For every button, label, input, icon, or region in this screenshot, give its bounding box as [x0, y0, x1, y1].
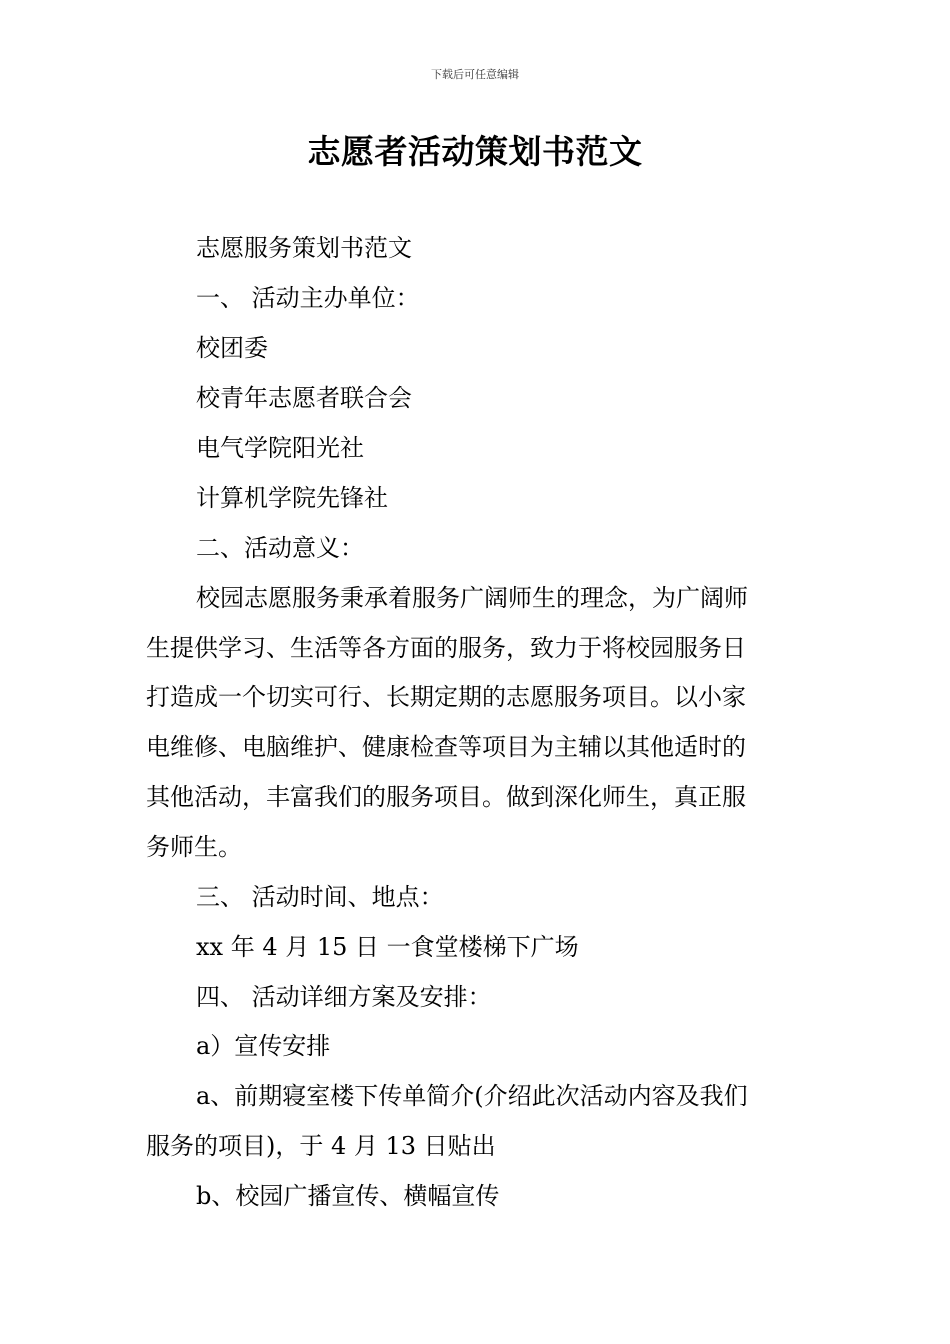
header-note: 下载后可任意编辑 [431, 68, 519, 81]
organizer-item: 校团委 [196, 334, 268, 362]
section-heading-time-place: 三、 活动时间、地点： [196, 883, 444, 911]
paragraph-line: 电维修、电脑维护、健康检查等项目为主辅以其他适时的 [146, 733, 746, 761]
subsection-heading-publicity: a）宣传安排 [196, 1032, 331, 1060]
paragraph-line: 务师生。 [146, 833, 242, 861]
paragraph-line: 生提供学习、生活等各方面的服务，致力于将校园服务日 [146, 634, 746, 662]
paragraph-line: 其他活动，丰富我们的服务项目。做到深化师生，真正服 [146, 783, 746, 811]
section-heading-organizers: 一、 活动主办单位： [196, 284, 420, 312]
paragraph-line: a、前期寝室楼下传单简介(介绍此次活动内容及我们 [196, 1082, 748, 1110]
time-place-line: xx 年 4 月 15 日 一食堂楼梯下广场 [196, 933, 579, 961]
paragraph-line: 服务的项目)，于 4 月 13 日贴出 [146, 1132, 496, 1160]
organizer-item: 计算机学院先锋社 [196, 484, 388, 512]
paragraph-line: b、校园广播宣传、横幅宣传 [196, 1182, 500, 1210]
document-title: 志愿者活动策划书范文 [307, 132, 643, 171]
subtitle-line: 志愿服务策划书范文 [196, 234, 412, 262]
paragraph-line: 打造成一个切实可行、长期定期的志愿服务项目。以小家 [146, 683, 746, 711]
section-heading-plan: 四、 活动详细方案及安排： [196, 983, 492, 1011]
organizer-item: 电气学院阳光社 [196, 434, 364, 462]
organizer-item: 校青年志愿者联合会 [196, 384, 412, 412]
paragraph-line: 校园志愿服务秉承着服务广阔师生的理念，为广阔师 [196, 584, 748, 612]
section-heading-significance: 二、活动意义： [196, 534, 364, 562]
